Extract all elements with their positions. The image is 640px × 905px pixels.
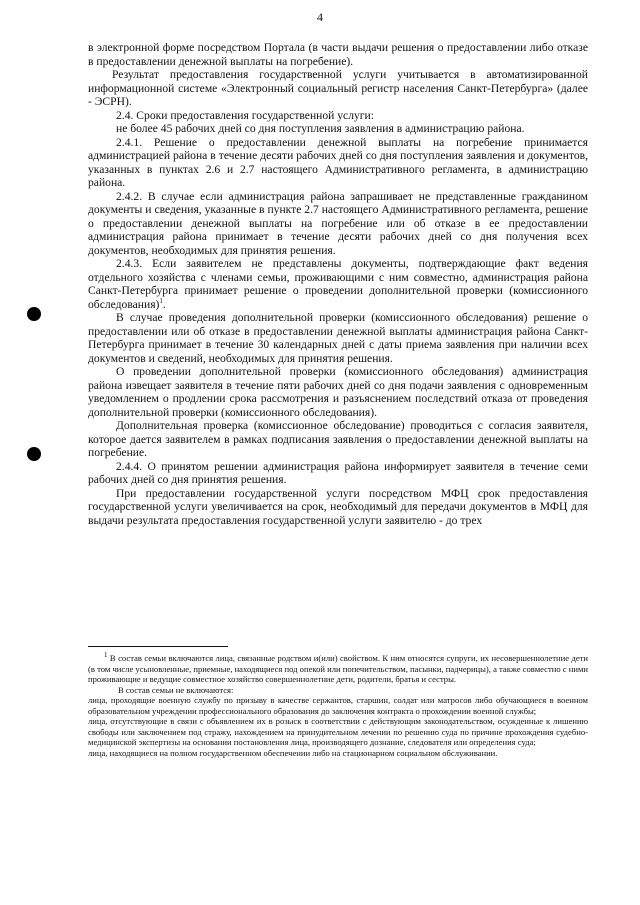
punch-hole-bottom <box>27 447 41 461</box>
footnote-absent: лица, отсутствующие в связи с объявлением их в розыск в соответствии с действующим законодательством, осужденные к лишению свободы или заключением под стражу, нахождением на принудительном лечении по решению суда по причине прохождения судебно-медицинской экспертизы на основании постановления лица, производящего дознание, следователя или определения суда; <box>88 716 588 747</box>
punch-hole-top <box>27 307 41 321</box>
footnote-military: лица, проходящие военную службу по призыву в качестве сержантов, старшин, солдат или матросов либо обучающиеся в военном образовательном учреждении профессионального образования до заключения контракта о прохождении военной службы; <box>88 695 588 716</box>
document-body <box>88 41 588 527</box>
paragraph-additional-check-30-days: В случае проведения дополнительной проверки (комиссионного обследования) решение о предоставлении или об отказе в предоставлении денежной выплаты администрация района Санкт-Петербурга принимает в течение 30 календарных дней с даты приема заявления при наличии всех документов и сведений, необходимых для принятия решения. <box>88 311 588 365</box>
paragraph-section-2-4-heading: 2.4. Сроки предоставления государственной услуги: <box>116 108 374 122</box>
footnote-marker: 1 <box>104 651 108 660</box>
paragraph-2-4-2: 2.4.2. В случае если администрация района запрашивает не представленные гражданином документы и сведения, указанные в пункте 2.7 настоящего Административного регламента, решение о предоставлении денежной выплаты на погребение или об отказе в ее предоставлении администрация района принимает в течение десяти рабочих дней со дня получения всех документов, необходимых для принятия решения. <box>88 189 588 257</box>
footnote-1 <box>88 653 588 685</box>
page-number: 4 <box>317 10 323 24</box>
paragraph-45-days: не более 45 рабочих дней со дня поступления заявления в администрацию района. <box>116 122 525 135</box>
footnote-state-support: лица, находящиеся на полном государственном обеспечении либо на стационарном социальном обслуживании. <box>88 747 498 758</box>
footnote-1-text: В состав семьи включаются лица, связанные родством и(или) свойством. К ним относятся супруги, их несовершеннолетние дети (в том числе усыновленные, приемные, находящиеся под опекой или попечительством, пасынки, падчерицы), а также совместно с ними проживающие и ведущие совместное хозяйство совершеннолетние дети, родители, братья и сестры. <box>88 653 588 684</box>
paragraph-2-4-3: 2.4.3. Если заявителем не представлены документы, подтверждающие факт ведения отдельного хозяйства с членами семьи, проживающими с ним совместно, администрация района Санкт-Петербурга принимает решение о проведении дополнительной проверки (комиссионного обследования)$^1$. <box>88 257 588 311</box>
paragraph-2-4-3-text: 2.4.3. Если заявителем не представлены документы, подтверждающие факт ведения отдельного хозяйства с членами семьи, проживающими с ним совместно, администрация района Санкт-Петербурга принимает решение о проведении дополнительной проверки (комиссионного обследования) <box>88 257 588 311</box>
footnote-exclusions-heading: В состав семьи не включаются: <box>118 684 234 695</box>
paragraph-2-4-4: 2.4.4. О принятом решении администрация района информирует заявителя в течение семи рабочих дней со дня принятия решения. <box>88 459 588 486</box>
paragraph-portal-continuation: в электронной форме посредством Портала (в части выдачи решения о предоставлении либо отказе в предоставлении денежной выплаты на погребение). <box>88 41 588 68</box>
footnote-separator <box>88 646 228 647</box>
paragraph-2-4-1: 2.4.1. Решение о предоставлении денежной выплаты на погребение принимается администрацией района в течение десяти рабочих дней со дня поступления заявления и документов, указанных в пунктах 2.6 и 2.7 настоящего Административного регламента, в администрацию района. <box>88 135 588 189</box>
paragraph-consent: Дополнительная проверка (комиссионное обследование) проводиться с согласия заявителя, которое дается заявителем в рамках подписания заявления о предоставлении денежной выплаты на погребение. <box>88 419 588 459</box>
footnotes <box>88 653 588 758</box>
paragraph-result-esrn: Результат предоставления государственной услуги учитывается в автоматизированной информационной системе «Электронный социальный регистр населения Санкт-Петербурга» (далее - ЭСРН). <box>88 68 588 108</box>
footnote-reference: 1 <box>159 296 163 305</box>
paragraph-mfc: При предоставлении государственной услуги посредством МФЦ срок предоставления государственной услуги увеличивается на срок, необходимый для передачи документов в МФЦ для выдачи результата предоставления государственной услуги заявителю - до трех <box>88 486 588 527</box>
paragraph-notification-5-days: О проведении дополнительной проверки (комиссионного обследования) администрация района извещает заявителя в течение пяти рабочих дней со дня подачи заявления с одновременным уведомлением о продлении срока рассмотрения и разъяснением последствий отказа от проведения дополнительной проверки (комиссионного обследования). <box>88 365 588 419</box>
